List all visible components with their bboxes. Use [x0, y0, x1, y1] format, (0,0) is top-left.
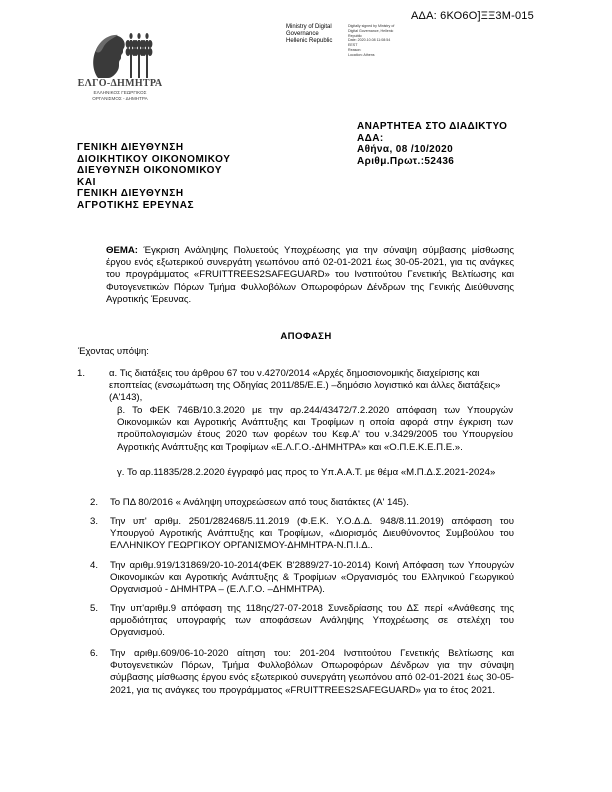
item-1a-text: α. Τις διατάξεις του άρθρου 67 του ν.4270/2014 «Αρχές δημοσιονομικής διαχείρισης και εποπτείας (ενσωμάτωση της Οδηγίας 2011/85/Ε.Ε.) –δημόσιο λογιστικό και άλλες διατάξεις» (Α'143),: [109, 368, 501, 404]
department-line: ΔΙΕΥΘΥΝΣΗ ΟΙΚΟΝΟΜΙΚΟΥ: [77, 165, 223, 177]
profile-head-shape: [93, 36, 125, 78]
signature-detail-line: Digitally signed by Ministry of: [348, 24, 395, 28]
signature-detail-line: Digital Governance, Hellenic: [348, 28, 394, 33]
considering-heading: Έχοντας υπόψη:: [78, 346, 149, 357]
item-number: 4.: [90, 560, 99, 571]
publication-notice: ΑΝΑΡΤΗΤΕΑ ΣΤΟ ΔΙΑΔΙΚΤΥΟ: [357, 121, 508, 132]
logo-subtitle-line: ΕΛΛΗΝΙΚΟΣ ΓΕΩΡΓΙΚΟΣ: [93, 90, 147, 95]
ada-header: ΑΔΑ: 6ΚΟ6Ο]ΞΞ3Μ-015: [411, 10, 534, 22]
department-line: ΚΑΙ: [77, 176, 97, 188]
item-6-text: Την αριθμ.609/06-10-2020 αίτηση του: 201-204 Ινστιτούτου Γενετικής Βελτίωσης και Φυτογενετικών Πόρων, Τμήμα Φυλλοβόλων Οπωροφόρων Δένδρων για την σύναψη σύμβασης μίσθωσης έργου ενός εξωτερικού συνεργάτη γεωπόνου από 02-01-2021 έως 30-05-2021, για τις ανάγκες του προγράμματος «FRUITTREES2SAFEGUARD» για το έτος 2021.: [110, 648, 514, 696]
wheat-ears-icon: [126, 33, 153, 78]
elgo-dimitra-logo: [78, 30, 162, 80]
protocol-number: Αριθμ.Πρωτ.:52436: [357, 155, 455, 167]
ministry-line: Ministry of Digital: [286, 24, 332, 30]
signature-detail-line: Location: Athens: [348, 52, 375, 57]
ministry-line: Hellenic Republic: [286, 38, 333, 45]
item-1b-text: β. Το ΦΕΚ 746Β/10.3.2020 με την αρ.244/43472/7.2.2020 απόφαση των Υπουργών Οικονομικών και Αγροτικής Ανάπτυξης και Τροφίμων η οποία αφορά στην έγκριση των προϋπολογισμών έτους 2020 των φορέων του Κεφ.Α' του ν.3429/2005 του Υπουργείου Αγροτικής Ανάπτυξης και Τροφίμων «Ε.Λ.Γ.Ο.-ΔΗΜΗΤΡΑ» και «Ο.Π.Ε.Κ.Ε.Π.Ε.».: [117, 405, 513, 453]
logo-name: ΕΛΓΟ-ΔΗΜΗΤΡΑ: [77, 78, 163, 89]
department-line: ΓΕΝΙΚΗ ΔΙΕΥΘΥΝΣΗ: [77, 188, 184, 200]
signature-detail-line: Date: 2020.10.08 11:08:54: [348, 38, 391, 43]
subject-text: Έγκριση Ανάληψης Πολυετούς Υποχρέωσης για την σύναψη σύμβασης μίσθωσης έργου ενός εξωτερικού συνεργάτη γεωπόνου από 02-01-2021 έως 30-05-2021, για τις ανάγκες του προγράμματος «FRUITTREES2SAFEGUARD» του Ινστιτούτου Γενετικής Βελτίωσης και Φυτογενετικών Πόρων Τμήμα Φυλλοβόλων Οπωροφόρων Δένδρων της Γενικής Διεύθυνσης Αγροτικής Έρευνας.: [106, 245, 514, 305]
item-number: 6.: [90, 648, 99, 659]
subject-paragraph: [106, 245, 514, 306]
item-5-text: Την υπ'αριθμ.9 απόφαση της 118ης/27-07-2018 Συνεδρίασης του ΔΣ περί «Ανάθεσης της αρμοδιότητας υπογραφής των αποφάσεων Ανάληψης Υποχρέωσης σε στελέχη του Οργανισμού.: [110, 603, 514, 639]
publication-header: [357, 121, 507, 167]
document-date: Αθήνα, 08 /10/2020: [357, 144, 454, 156]
digital-signature-ministry: [286, 24, 332, 46]
item-number: 2.: [90, 497, 99, 508]
item-number: 5.: [90, 603, 99, 614]
signature-detail-line: Republic: [348, 33, 362, 38]
issuing-department: [77, 142, 231, 212]
ministry-line: Governance: [286, 31, 319, 38]
department-line: ΓΕΝΙΚΗ ΔΙΕΥΘΥΝΣΗ: [77, 142, 184, 153]
digital-signature-details: [348, 24, 394, 58]
item-number: 3.: [90, 516, 99, 527]
ada-label: ΑΔΑ:: [357, 132, 384, 144]
signature-detail-line: EEST: [348, 43, 358, 48]
item-3-text: Την υπ' αριθμ. 2501/282468/5.11.2019 (Φ.Ε.Κ. Υ.Ο.Δ.Δ. 948/8.11.2019) απόφαση του Υπουργού Αγροτικής Ανάπτυξης και Τροφίμων, «Διορισμός Διευθύνοντος Συμβούλου του ΕΛΛΗΝΙΚΟΥ ΓΕΩΡΓΙΚΟΥ ΟΡΓΑΝΙΣΜΟΥ-ΔΗΜΗΤΡΑ-Ν.Π.Ι.Δ..: [110, 516, 514, 552]
signature-detail-line: Reason:: [348, 47, 362, 52]
item-1c-text: γ. Το αρ.11835/28.2.2020 έγγραφό μας προς το Υπ.Α.Α.Τ. με θέμα «Μ.Π.Δ.Σ.2021-2024»: [117, 467, 496, 478]
subject-label: ΘΕΜΑ:: [106, 245, 138, 256]
department-line: ΔΙΟΙΚΗΤΙΚΟΥ ΟΙΚΟΝΟΜΙΚΟΥ: [77, 153, 231, 165]
item-2-text: Το ΠΔ 80/2016 « Ανάληψη υποχρεώσεων από τους διατάκτες (Α' 145).: [110, 497, 409, 508]
logo-subtitle-line: ΟΡΓΑΝΙΣΜΟΣ - ΔΗΜΗΤΡΑ: [92, 96, 148, 101]
decision-title: ΑΠΟΦΑΣΗ: [280, 331, 332, 342]
logo-subtitle: [70, 90, 170, 102]
department-line: ΑΓΡΟΤΙΚΗΣ ΕΡΕΥΝΑΣ: [77, 199, 195, 211]
item-number: 1.: [77, 368, 86, 379]
item-4-text: Την αριθμ.919/131869/20-10-2014(ΦΕΚ Β'2889/27-10-2014) Κοινή Απόφαση των Υπουργών Οικονομικών και Αγροτικής Ανάπτυξης & Τροφίμων «Οργανισμός του Ελληνικού Γεωργικού Οργανισμού - ΔΗΜΗΤΡΑ – (Ε.Λ.Γ.Ο. –ΔΗΜΗΤΡΑ).: [110, 560, 514, 596]
